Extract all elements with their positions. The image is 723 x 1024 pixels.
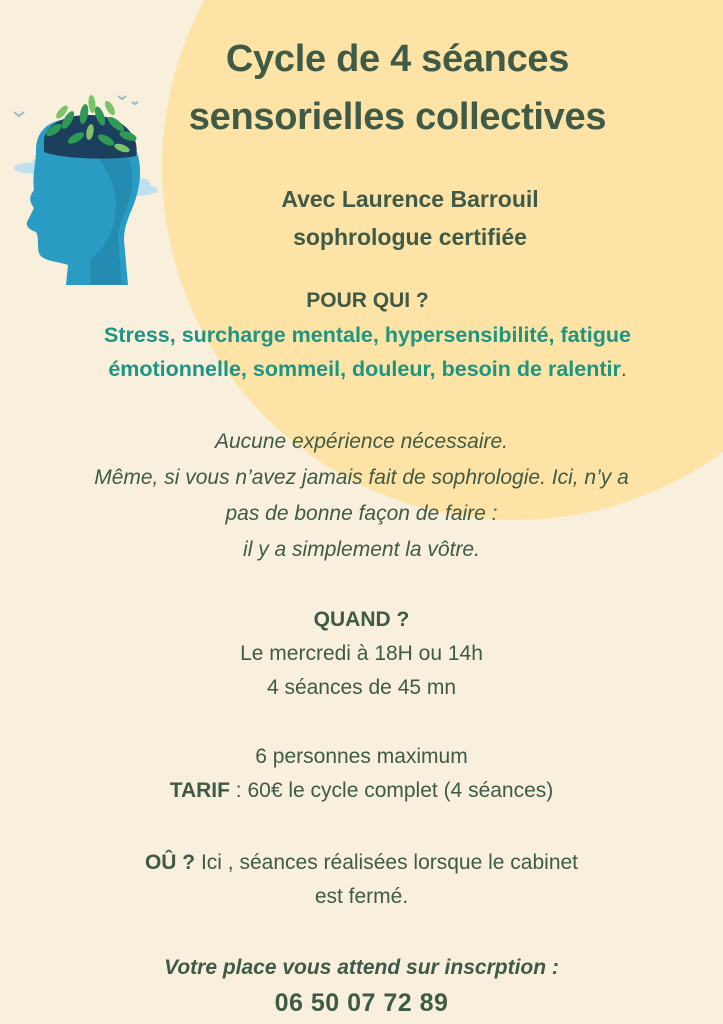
tarif-text: : 60€ le cycle complet (4 séances) [229, 779, 554, 802]
pour-qui-period: . [620, 358, 627, 381]
ou-section [0, 846, 723, 914]
title-line-1: Cycle de 4 séances [225, 38, 570, 80]
capacity-line: 6 personnes maximum [255, 745, 468, 768]
pour-qui-line-2 [6, 352, 723, 387]
quand-line-2: 4 séances de 45 mn [266, 676, 457, 699]
pour-qui-line-1: Stress, surcharge mentale, hypersensibilité, fatigue [104, 323, 631, 347]
experience-section [0, 424, 723, 568]
subtitle-line-1: Avec Laurence Barrouil [281, 186, 539, 212]
tarif-label: TARIF [169, 779, 230, 802]
cta-section [0, 951, 723, 1021]
experience-line-1: Aucune expérience nécessaire. [214, 430, 508, 453]
pour-qui-section [6, 284, 723, 387]
quand-line-1: Le mercredi à 18H ou 14h [240, 642, 483, 665]
ou-text: Ici , séances réalisées lorsque le cabinet [195, 851, 579, 874]
experience-line-2: Même, si vous n’avez jamais fait de sophrologie. Ici, n’y a [94, 466, 629, 489]
pour-qui-line-2-text: émotionnelle, sommeil, douleur, besoin de ralentir [108, 357, 621, 381]
ou-label: OÛ ? [144, 851, 196, 874]
page-title [120, 30, 675, 146]
cta-text: Votre place vous attend sur inscrption : [164, 956, 559, 979]
subtitle-line-2: sophrologue certifiée [293, 224, 527, 250]
quand-section [0, 603, 723, 705]
subtitle [160, 180, 660, 256]
pour-qui-heading: POUR QUI ? [306, 289, 429, 312]
tarif-line [0, 774, 723, 808]
ou-line-1 [0, 846, 723, 880]
title-line-2: sensorielles collectives [188, 96, 607, 138]
capacity-tarif-section [0, 740, 723, 808]
experience-line-3: pas de bonne façon de faire : [225, 502, 498, 525]
quand-heading: QUAND ? [313, 608, 410, 631]
ou-line-2: est fermé. [314, 885, 409, 908]
experience-line-4: il y a simplement la vôtre. [243, 538, 480, 561]
phone-number[interactable]: 06 50 07 72 89 [274, 989, 449, 1017]
